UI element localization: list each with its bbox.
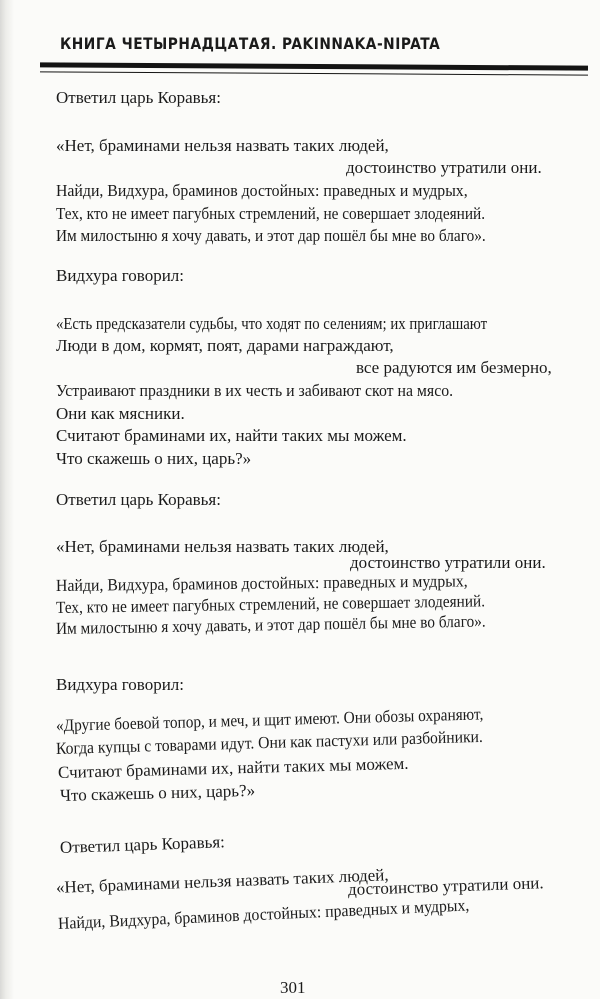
verse-line: Устраивают праздники в их честь и забивают скот на мясо. xyxy=(56,381,454,400)
verse-line: Найди, Видхура, браминов достойных: праведных и мудрых, xyxy=(56,181,468,200)
speaker-line: Ответил царь Коравья: xyxy=(56,88,221,107)
verse-line: Им милостыню я хочу давать, и этот дар пошёл бы мне во благо». xyxy=(55,611,486,638)
verse-line: все радуются им безмерно, xyxy=(356,358,552,377)
verse-line: Найди, Видхура, браминов достойных: праведных и мудрых, xyxy=(55,571,468,595)
speaker-line: Видхура говорил: xyxy=(56,266,184,285)
verse-line: Что скажешь о них, царь?» xyxy=(56,449,252,468)
verse-line: «Другие боевой топор, и меч, и щит имеют. Они обозы охраняют, xyxy=(55,704,484,735)
verse-line: достоинство утратили они. xyxy=(346,158,542,177)
running-head-title: КНИГА ЧЕТЫРНАДЦАТАЯ. PAKINNAKA-NIPATA xyxy=(60,34,441,53)
verse-line: Им милостыню я хочу давать, и этот дар пошёл бы мне во благо». xyxy=(56,226,486,245)
verse-line: Считают браминами их, найти таких мы можем. xyxy=(56,426,407,445)
verse-line: «Нет, браминами нельзя назвать таких людей, xyxy=(56,136,389,155)
speaker-line: Ответил царь Коравья: xyxy=(59,832,226,857)
verse-line: достоинство утратили они. xyxy=(350,553,546,572)
verse-line: Люди в дом, кормят, поят, дарами награждают, xyxy=(56,336,394,355)
verse-line: Тех, кто не имеет пагубных стремлений, не совершает злодеяний. xyxy=(56,204,486,223)
verse-line: «Есть предсказатели судьбы, что ходят по селениям; их приглашают xyxy=(56,314,488,333)
verse-line: «Нет, браминами нельзя назвать таких людей, xyxy=(56,537,389,556)
page-number: 301 xyxy=(280,978,306,997)
verse-line: Считают браминами их, найти таких мы можем. xyxy=(57,753,409,782)
verse-line: Тех, кто не имеет пагубных стремлений, не совершает злодеяний. xyxy=(55,591,486,617)
verse-line: Что скажешь о них, царь?» xyxy=(59,780,256,805)
verse-line: Когда купцы с товарами идут. Они как пастухи или разбойники. xyxy=(55,726,484,758)
verse-line: Они как мясники. xyxy=(56,404,185,423)
verse-line: Найди, Видхура, браминов достойных: праведных и мудрых, xyxy=(57,895,470,933)
speaker-line: Видхура говорил: xyxy=(56,675,184,694)
speaker-line: Ответил царь Коравья: xyxy=(56,490,221,509)
verse-line: достоинство утратили они. xyxy=(347,873,544,899)
verse-line: «Нет, браминами нельзя назвать таких людей, xyxy=(55,865,389,897)
